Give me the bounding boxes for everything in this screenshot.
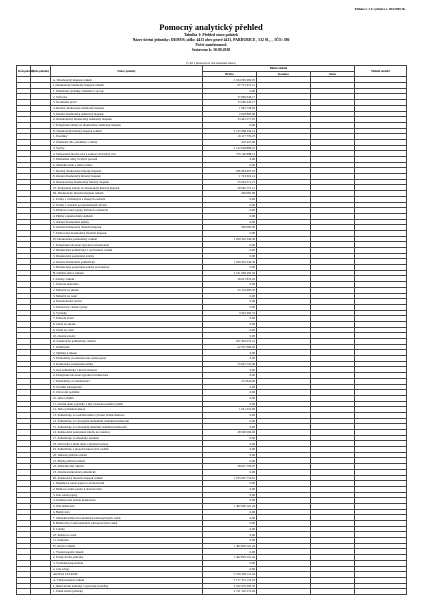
- cell-name: 7. Pohledávky za zaměstnanci: [51, 378, 203, 384]
- cell-name: 3. Dlouhodobé poskytnuté zálohy: [51, 253, 203, 259]
- cell-brutto: 5 177 351 131,63: [203, 577, 257, 583]
- currency-note: (v Kč s přesností na dvě desetinná místa): [186, 61, 236, 65]
- cell-name: 1. Odběratelé: [51, 344, 203, 350]
- cell-brutto: 186 394 007,18: [203, 168, 257, 174]
- cell-name: 12. Daň z přidané hodnoty: [51, 407, 203, 413]
- cell-brutto: 0,00: [203, 435, 257, 441]
- cell-name: 7. Poskytnuté zálohy na dlouhodobý nehmotný majetek: [51, 122, 203, 128]
- cell-brutto: 0,00: [203, 538, 257, 544]
- cell-name: 1. Vlastní kapitál celkem: [51, 549, 203, 555]
- cell-name: 2. Směnky k inkasu: [51, 350, 203, 356]
- cell-netto: [311, 589, 355, 595]
- cell-brutto: 1 743 091,14: [203, 174, 257, 180]
- cell-name: 5. Dlouhodobé poskytnuté zálohy na transfery: [51, 265, 203, 271]
- cell-name: 9. Ceniny: [51, 526, 203, 532]
- cell-brutto: 2 191 684 203,36: [203, 270, 257, 276]
- cell-brutto: 0,00: [203, 350, 257, 356]
- attachment-note: Příloha č. 3 k vyhlášce č. 383/2009 Sb.: [354, 7, 406, 11]
- cell-brutto: 5 184 965 482,95: [203, 77, 257, 83]
- cell-brutto: 0,00: [203, 253, 257, 259]
- cell-brutto: 0,00: [203, 293, 257, 299]
- cell-brutto: 0,00: [203, 532, 257, 538]
- cell-name: 4. Nedokončená výroba: [51, 299, 203, 305]
- cell-name: 7. Drobný dlouhodobý hmotný majetek: [51, 168, 203, 174]
- cell-name: 11. Pokladna: [51, 538, 203, 544]
- cell-brutto: 3 137 668 436,14: [203, 128, 257, 134]
- cell-brutto: 0,00: [203, 208, 257, 214]
- cell-name: 8. Sociální zabezpečení: [51, 384, 203, 390]
- cell-name: 2. Podíly v osobách pod podstatným vlivem: [51, 202, 203, 208]
- cell-name: 6. Základní stádo a tažná zvířata: [51, 162, 203, 168]
- cell-name: III. Krátkodobý finanční majetek celkem: [51, 475, 203, 481]
- document-title: Pomocný analytický přehled: [159, 22, 263, 32]
- cell-name: 3. Materiál na cestě: [51, 293, 203, 299]
- cell-name: 3. Dluhové cenné papíry držené do splatnosti: [51, 208, 203, 214]
- cell-brutto: 735 160 888,14: [203, 151, 257, 157]
- cell-brutto: 0,00: [203, 202, 257, 208]
- cell-name: 6. Ostatní dlouhodobý finanční majetek: [51, 225, 203, 231]
- cell-brutto: 3 502 392,74: [203, 310, 257, 316]
- cell-name: 22. Dohadné účty aktivní: [51, 464, 203, 470]
- cell-name: 3. Ocenitelná práva: [51, 100, 203, 106]
- table-body: [17, 77, 407, 595]
- cell-brutto: 1 959 345 346,30: [203, 259, 257, 265]
- cell-name: 4. Drobný dlouhodobý nehmotný majetek: [51, 105, 203, 111]
- cell-brutto: 0,00: [203, 384, 257, 390]
- cell-name: 2. Umělecká díla, předměty a sbírky: [51, 139, 203, 145]
- cell-brutto: 0,00: [203, 418, 257, 424]
- cell-name: I. Jmění účetní jednotky a upravující položky: [51, 583, 203, 589]
- cell-brutto: 0,00: [203, 560, 257, 566]
- cell-brutto: 55 204 571,21: [203, 179, 257, 185]
- cell-brutto: 28 621 876,24: [203, 276, 257, 282]
- cell-number: [31, 589, 51, 595]
- header-code: Kód položky: [17, 66, 31, 77]
- cell-brutto: 1 842 758,65: [203, 105, 257, 111]
- header-previous-period: Minulé období: [355, 66, 407, 77]
- cell-name: 14. Pohledávky za vybranými ústředními vládními institucemi: [51, 418, 203, 424]
- cell-name: 8. Ostatní dlouhodobý hmotný majetek: [51, 174, 203, 180]
- cell-brutto: 0,00: [203, 122, 257, 128]
- cell-name: 19. Pohledávky z přepočtu kurzových rozdílů: [51, 447, 203, 453]
- cell-brutto: 0,00: [203, 327, 257, 333]
- cell-name: 9. Zboží na cestě: [51, 327, 203, 333]
- cell-brutto: 0,00: [203, 401, 257, 407]
- cell-name: 3. Stavby: [51, 145, 203, 151]
- cell-brutto: 1 462 892 101,44: [203, 503, 257, 509]
- cell-name: 21. Příjmy příštích období: [51, 458, 203, 464]
- cell-brutto: 0,00: [203, 196, 257, 202]
- cell-name: I. Dlouhodobý nehmotný majetek celkem: [51, 83, 203, 89]
- cell-brutto: 16 117 770,25: [203, 134, 257, 140]
- cell-name: A. Vlastní kapitál celkem: [51, 577, 203, 583]
- cell-name: 4. Půjčky organizačním složkám: [51, 213, 203, 219]
- cell-brutto: 5 376 348 141,44: [203, 572, 257, 578]
- cell-brutto: 2 932 455 265,33: [203, 583, 257, 589]
- cell-name: 4. Samostatné movité věci a soubory movitých věcí: [51, 151, 203, 157]
- cell-name: 2. Materiál na skladě: [51, 287, 203, 293]
- cell-name: 1. Pořízení materiálu: [51, 282, 203, 288]
- cell-name: 5. Ostatní dlouhodobý nehmotný majetek: [51, 111, 203, 117]
- cell-brutto: 0,00: [203, 412, 257, 418]
- cell-brutto: 35 822 745,69: [203, 361, 257, 367]
- cell-name: IV. Dlouhodobé pohledávky celkem: [51, 236, 203, 242]
- cell-name: 5. Jiné běžné účty: [51, 503, 203, 509]
- cell-name: 1. Majetkové cenné papíry k obchodování: [51, 481, 203, 487]
- cell-name: III. Dlouhodobý finanční majetek celkem: [51, 191, 203, 197]
- cell-brutto: 0,00: [203, 367, 257, 373]
- cell-name: 3. Výsledek hospodaření: [51, 560, 203, 566]
- cell-brutto: 1 651 232,00: [203, 407, 257, 413]
- cell-name: 4. Ostatní dlouhodobé pohledávky: [51, 259, 203, 265]
- cell-name: A. Dlouhodobý majetek celkem: [51, 77, 203, 83]
- cell-name: 2. Dlouhodobé pohledávky z obchodních vztahů: [51, 248, 203, 254]
- header-number: Číslo položky: [31, 66, 51, 77]
- cell-brutto: 0,00: [203, 157, 257, 163]
- cell-brutto: 1 462 893 101,44: [203, 555, 257, 561]
- subtitle-line: Tabulka 1: Přehled stavu položek: [183, 33, 239, 37]
- cell-brutto: 25 119 483,50: [203, 287, 257, 293]
- cell-brutto: 0,00: [203, 88, 257, 94]
- cell-brutto: 0,00: [203, 469, 257, 475]
- cell-name: 23. Ostatní krátkodobé pohledávky: [51, 469, 203, 475]
- cell-name: 10. Peníze na cestě: [51, 532, 203, 538]
- cell-name: 1. Nehmotné výsledky výzkumu a vývoje: [51, 88, 203, 94]
- cell-name: 11. Ostatní daně, poplatky a jiná obdobná peněžitá plnění: [51, 401, 203, 407]
- subtitle-line: Název účetní jednotky: DEMOS, sídlo: 4413 obec pravě 4413, PARDUBICE , 532 01, , , IČO: 586: [132, 38, 290, 42]
- cell-brutto: 0,00: [203, 509, 257, 515]
- cell-brutto: 0,00: [203, 452, 257, 458]
- cell-brutto: 0,00: [203, 395, 257, 401]
- cell-korekce: [257, 589, 311, 595]
- cell-brutto: 0,00: [203, 316, 257, 322]
- cell-brutto: 0,00: [203, 230, 257, 236]
- cell-brutto: 58 637 750,97: [203, 464, 257, 470]
- subtitle-line: Počet zaměstnanců: [195, 43, 227, 47]
- cell-brutto: 200 085,00: [203, 225, 257, 231]
- cell-brutto: 416 447,00: [203, 139, 257, 145]
- cell-name: 9. Nedokončený dlouhodobý hmotný majetek: [51, 179, 203, 185]
- cell-brutto: 0,00: [203, 333, 257, 339]
- cell-name: 4. Krátkodobé poskytnuté zálohy: [51, 361, 203, 367]
- cell-name: 3. Jiné cenné papíry: [51, 492, 203, 498]
- header-current-period: Běžné období: [203, 66, 355, 72]
- cell-name: 7. Pořízení zboží: [51, 316, 203, 322]
- cell-brutto: 0,00: [203, 447, 257, 453]
- cell-name: 6. Poskytnuté návratné výpomoci krátkodobé: [51, 373, 203, 379]
- cell-brutto: 0,00: [203, 498, 257, 504]
- cell-brutto: 0,00: [203, 566, 257, 572]
- cell-brutto: 0,00: [203, 356, 257, 362]
- cell-brutto: 187 394 572,31: [203, 339, 257, 345]
- cell-brutto: 0,00: [203, 481, 257, 487]
- cell-previous: [355, 589, 407, 595]
- cell-name: 9. Zdravotní pojištění: [51, 390, 203, 396]
- cell-brutto: 0,00: [203, 521, 257, 527]
- cell-brutto: 1 462 893 101,44: [203, 543, 257, 549]
- cell-name: 1. Podíly v ovládaných a řízených osobách: [51, 196, 203, 202]
- cell-name: 8. Běžné účty fondů územních samosprávných celků: [51, 521, 203, 527]
- cell-brutto: 0,00: [203, 441, 257, 447]
- balance-table: [16, 65, 407, 595]
- cell-name: 2. Software: [51, 94, 203, 100]
- cell-brutto: 0,00: [203, 248, 257, 254]
- cell-brutto: 215 844,00: [203, 378, 257, 384]
- cell-brutto: 2 721 345 272,04: [203, 589, 257, 595]
- cell-brutto: 0,00: [203, 304, 257, 310]
- cell-name: 5. Polotovary vlastní výroby: [51, 304, 203, 310]
- cell-brutto: 1 975 667 754,81: [203, 475, 257, 481]
- cell-name: 7. Základní běžný účet územních samosprávných celků: [51, 515, 203, 521]
- cell-brutto: 42 567 009,65: [203, 344, 257, 350]
- cell-name: 10. Daň z příjmů: [51, 395, 203, 401]
- cell-name: I. Zásoby celkem: [51, 276, 203, 282]
- cell-brutto: 200 085,00: [203, 191, 257, 197]
- cell-name: 20. Náklady příštích období: [51, 452, 203, 458]
- subtitle-line: Sestaveno k: 30.09.2010: [191, 48, 231, 52]
- cell-name: 2. Fondy účetní jednotky: [51, 555, 203, 561]
- cell-brutto: 2 028 890,00: [203, 111, 257, 117]
- cell-name: 5. Pěstitelské celky trvalých porostů: [51, 157, 203, 163]
- cell-brutto: 0,00: [203, 282, 257, 288]
- header-netto: Netto: [311, 71, 355, 77]
- cell-name: 10. Ostatní zásoby: [51, 333, 203, 339]
- cell-brutto: 0,00: [203, 299, 257, 305]
- cell-name: 3. Pohledávky za eskontované cenné papíry: [51, 356, 203, 362]
- cell-name: 13. Pohledávky za osobami mimo vybrané vládní instituce: [51, 412, 203, 418]
- header-korekce: Korekce: [257, 71, 311, 77]
- cell-name: 6. Nedokončený dlouhodobý nehmotný majetek: [51, 117, 203, 123]
- cell-name: 17. Pohledávky za účastníky sdružení: [51, 435, 203, 441]
- cell-brutto: 0,00: [203, 265, 257, 271]
- cell-name: 4. Cizí zdroje: [51, 566, 203, 572]
- cell-name: IV. Aktiva celkem: [51, 543, 203, 549]
- cell-name: II. Krátkodobé pohledávky celkem: [51, 339, 203, 345]
- cell-name: 1. Jmění účetní jednotky: [51, 589, 203, 595]
- cell-brutto: 0,00: [203, 515, 257, 521]
- header-name: Název položky: [51, 66, 203, 77]
- cell-brutto: 0,00: [203, 219, 257, 225]
- cell-brutto: 0,00: [203, 213, 257, 219]
- cell-brutto: 0,00: [203, 526, 257, 532]
- document-subtitle: [0, 33, 422, 53]
- cell-brutto: 0,00: [203, 390, 257, 396]
- cell-name: 16. Krátkodobé poskytnuté zálohy na transfery: [51, 430, 203, 436]
- cell-name: B. Oběžná aktiva celkem: [51, 270, 203, 276]
- cell-brutto: 0,00: [203, 549, 257, 555]
- header-brutto: Brutto: [203, 71, 257, 77]
- cell-brutto: 33 461 577,65: [203, 117, 257, 123]
- cell-name: 1. Pozemky: [51, 134, 203, 140]
- cell-name: 8. Zboží na skladě: [51, 321, 203, 327]
- cell-name: 5. Ostatní dlouhodobé půjčky: [51, 219, 203, 225]
- cell-name: 6. Výrobky: [51, 310, 203, 316]
- cell-name: 5. Jiné pohledávky z hlavní činnosti: [51, 367, 203, 373]
- cell-name: AKTIVA CELKEM: [51, 572, 203, 578]
- table-row: [17, 589, 407, 595]
- cell-name: 4. Termínované vklady krátkodobé: [51, 498, 203, 504]
- cell-name: 15. Pohledávky za vybranými místními vládními institucemi: [51, 424, 203, 430]
- cell-brutto: 0,00: [203, 424, 257, 430]
- cell-name: 7. Pořizovaný dlouhodobý finanční majetek: [51, 230, 203, 236]
- cell-name: 18. Zúčtování z titulu daně z přidané hodnoty: [51, 441, 203, 447]
- cell-brutto: 13 266 243,77: [203, 100, 257, 106]
- cell-brutto: 0,00: [203, 321, 257, 327]
- cell-code: [17, 589, 31, 595]
- cell-brutto: 37 066 046,17: [203, 94, 257, 100]
- cell-brutto: 20 026 775,15: [203, 185, 257, 191]
- cell-name: 10. Poskytnuté zálohy na dlouhodobý hmotný majetek: [51, 185, 203, 191]
- cell-brutto: 1 959 345 346,30: [203, 236, 257, 242]
- cell-name: 1. Poskytnuté návratné výpomoci dlouhodobé: [51, 242, 203, 248]
- cell-brutto: 2 122 604 886,07: [203, 145, 257, 151]
- cell-brutto: 0,00: [203, 242, 257, 248]
- cell-brutto: 0,00: [203, 162, 257, 168]
- cell-brutto: 0,00: [203, 492, 257, 498]
- cell-brutto: 0,00: [203, 486, 257, 492]
- cell-name: 2. Dluhové cenné papíry k obchodování: [51, 486, 203, 492]
- cell-name: II. Dlouhodobý hmotný majetek celkem: [51, 128, 203, 134]
- cell-brutto: 0,00: [203, 458, 257, 464]
- cell-brutto: 48 500 000,00: [203, 430, 257, 436]
- cell-brutto: 0,00: [203, 373, 257, 379]
- cell-name: 6. Běžný účet: [51, 509, 203, 515]
- cell-brutto: 87 751 615,51: [203, 83, 257, 89]
